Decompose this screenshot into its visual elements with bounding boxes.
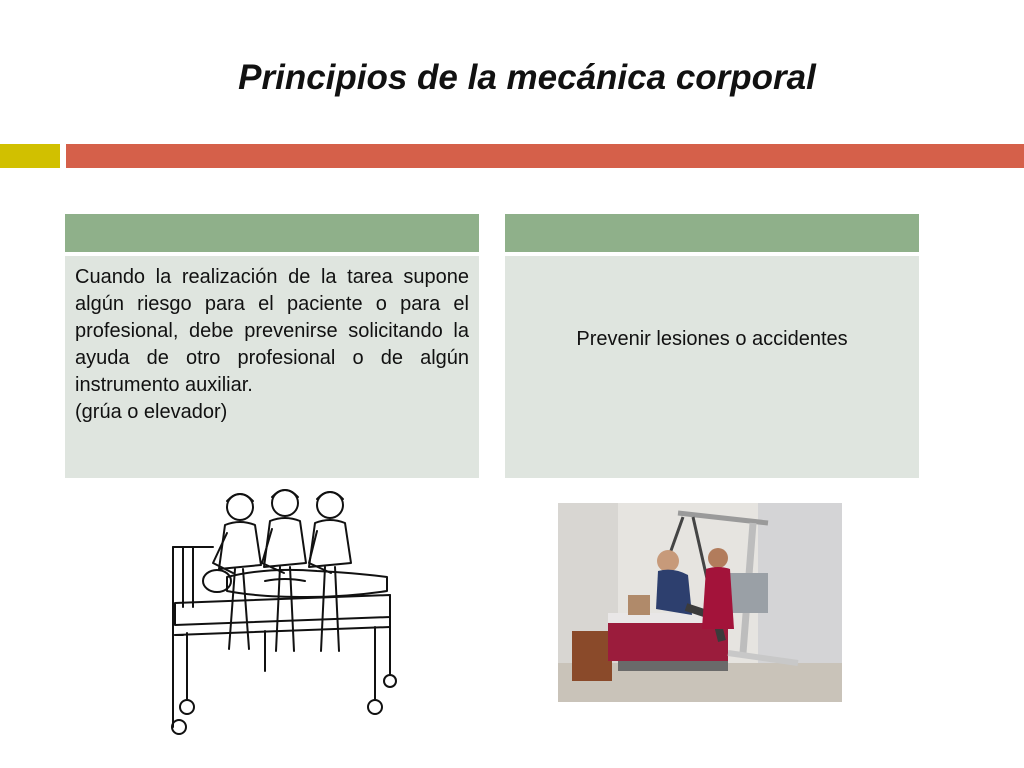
table-cell-right <box>505 256 919 478</box>
accent-bar-red <box>66 144 1024 168</box>
left-cell-text: Cuando la realización de la tarea supone algún riesgo para el paciente o para el profesional, debe prevenirse solicitando la ayuda de otro profesional o de algún instrumento auxiliar. <box>75 266 469 396</box>
table-header-right <box>505 214 919 252</box>
table-cell-left <box>65 256 479 478</box>
slide-title: Principios de la mecánica corporal <box>238 58 816 97</box>
right-cell-text: Prevenir lesiones o accidentes <box>576 328 848 350</box>
table-header-left <box>65 214 479 252</box>
nurses-lifting-patient-illustration <box>165 485 410 745</box>
accent-bar-yellow <box>0 144 60 168</box>
left-cell-text-2: (grúa o elevador) <box>75 401 228 423</box>
patient-lift-photo <box>558 503 842 702</box>
